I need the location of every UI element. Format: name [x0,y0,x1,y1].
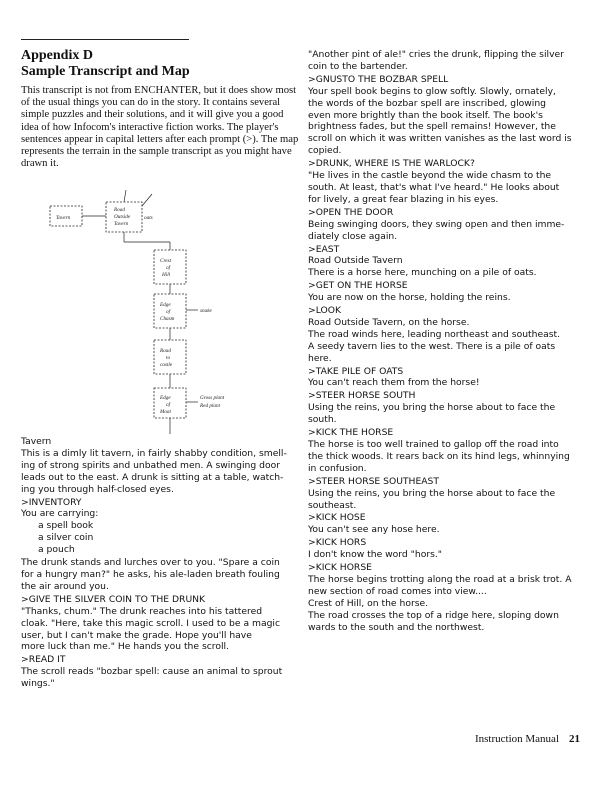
text-line: scroll on which it was written vanishes as the last word is [308,133,572,145]
map-label-castle: castle [160,362,173,368]
text-line: The scroll reads "bozbar spell: cause an animal to sprout [21,666,283,678]
room-title: Crest of Hill, on the horse. [308,597,429,609]
text-line: "He lives in the castle beyond the wide chasm to the [308,170,552,182]
command-line: >STEER HORSE SOUTHEAST [308,475,439,487]
map-label-of-3: of [166,402,171,408]
inventory-item: a silver coin [38,532,94,544]
map-label-moat: Moat [160,409,171,415]
text-line: The road winds here, leading northeast and southeast. [308,328,561,340]
map-label-edge-1: Edge [160,302,171,308]
footer-title: Instruction Manual [474,733,559,745]
map-label-red-plant: Red plant [200,403,221,409]
text-line: brightness fades, but the spell remains! However, the [308,121,556,133]
text-line: Using the reins, you bring the horse about to face the [308,487,556,499]
text-line: cloak. "Here, take this magic scroll. I used to be a magic [21,617,281,629]
text-line: There is a horse here, munching on a pile of oats. [308,267,537,279]
inventory-item: a pouch [38,544,75,556]
map-label-edge-2: Edge [160,395,171,401]
appendix-subtitle: Sample Transcript and Map [21,64,190,79]
command-line: >LOOK [308,305,341,317]
text-line: Using the reins, you bring the horse about to face the [308,402,556,414]
text-line: "Another pint of ale!" cries the drunk, flipping the silver [308,49,564,60]
text-line: for lively, a great fear blazing in his eyes. [308,193,499,205]
text-line: You are carrying: [21,508,99,520]
text-line: south. [308,414,337,426]
map-label-road-2: Road [160,348,171,354]
text-line: wards to the south and the northwest. [308,621,485,633]
map-label-tavern: Tavern [56,215,71,221]
command-line: >KICK HORSE [308,562,372,574]
text-line: I don't know the word "hors." [308,549,443,561]
map-label-of-2: of [166,309,171,315]
command-line: >STEER HORSE SOUTH [308,390,416,402]
text-line: ing of strong spirits and unbathed men. A swinging door [21,459,280,471]
map-label-crest: Crest [160,258,172,264]
command-line: >OPEN THE DOOR [308,206,394,218]
command-line: >GIVE THE SILVER COIN TO THE DRUNK [21,593,206,605]
map-label-chasm: Chasm [160,316,175,322]
map-label-outside: Outside [114,214,131,220]
text-line: leads out to the east. A drunk is sitting at a table, watch- [21,471,284,483]
text-line: coin to the bartender. [308,60,408,72]
map-label-hill: Hill [162,272,171,278]
room-title: Road Outside Tavern [308,255,403,267]
command-line: >KICK THE HORSE [308,427,394,439]
command-line: >GNUSTO THE BOZBAR SPELL [308,73,449,85]
text-line: user, but I can't make the grade. Hope you'll have [21,629,252,641]
command-line: >TAKE PILE OF OATS [308,365,404,377]
map-label-to: to [166,355,171,361]
text-line: You can't see any hose here. [308,524,440,536]
inventory-item: a spell book [38,520,94,532]
text-line: the air around you. [21,580,109,592]
text-line: more luck than me." He hands you the scroll. [21,641,230,653]
text-line: southeast. [308,499,357,511]
room-title: Tavern [21,436,52,447]
page-number: 21 [569,733,580,745]
text-line: You can't reach them from the horse! [308,377,480,389]
text-line: The horse is too well trained to gallop off the road into [308,439,559,450]
map-label-road: Road [114,207,125,213]
command-line: >INVENTORY [21,496,82,508]
text-line: The drunk stands and lurches over to you. "Spare a coin [21,557,280,569]
command-line: >KICK HORS [308,537,367,549]
text-line: in confusion. [308,462,367,474]
text-line: diately close again. [308,230,398,242]
text-line: new section of road comes into view.... [308,585,487,597]
text-line: This is a dimly lit tavern, in fairly shabby condition, smell- [21,447,287,459]
text-line: Being swinging doors, they swing open and then imme- [308,218,565,230]
text-line: for a hungry man?" he asks, his ale-laden breath fouling [21,568,280,580]
command-line: >EAST [308,243,340,255]
text-line: here. [308,352,332,364]
text-line: "Thanks, chum." The drunk reaches into his tattered [21,605,263,617]
page-footer [475,733,580,745]
map-label-snake: snake [200,308,212,314]
text-line: copied. [308,145,342,157]
command-line: >KICK HOSE [308,512,366,524]
text-line: A seedy tavern lies to the west. There is a pile of oats [308,340,556,352]
map-label-oats: oats [144,215,153,221]
map-connections [82,190,198,434]
header-rule [21,39,189,40]
map-label-of-1: of [166,265,171,271]
text-line: Your spell book begins to glow softly. Slowly, ornately, [308,85,556,97]
text-line: The horse begins trotting along the road at a brisk trot. A [308,573,572,585]
text-line: the thick woods. It rears back on its hind legs, whinnying [308,450,570,462]
text-line: You are now on the horse, holding the reins. [308,292,511,304]
text-line: ing you through half-closed eyes. [21,483,174,495]
text-line: wings." [21,678,55,690]
map-label-gross-plant: Gross plant [200,395,225,401]
command-line: >GET ON THE HORSE [308,280,408,292]
map-label-tavern-2: Tavern [114,221,129,227]
text-line: The road crosses the top of a ridge here, sloping down [308,609,559,621]
terrain-map [48,186,248,436]
room-title: Road Outside Tavern, on the horse. [308,316,470,328]
command-line: >READ IT [21,654,66,666]
text-line: even more brightly than the book itself. The book's [308,109,543,121]
transcript-right-column [308,49,588,634]
text-line: the words of the bozbar spell are inscribed, glowing [308,97,546,109]
transcript-left-column [21,436,297,690]
text-line: south. At least, that's what I've heard." He looks about [308,181,560,193]
command-line: >DRUNK, WHERE IS THE WARLOCK? [308,158,475,170]
appendix-heading [21,48,301,80]
appendix-title: Appendix D [21,48,93,63]
intro-paragraph: This transcript is not from ENCHANTER, but it does show most of the usual things you can do in the story. It contains several simple puzzles and their solutions, and it will give you a good idea of how Infocom's interactive fiction works. The player's sentences appear in capital letters after each prompt (>). The map represents the terrain in the sample transcript as you might have drawn it. [21,85,299,170]
